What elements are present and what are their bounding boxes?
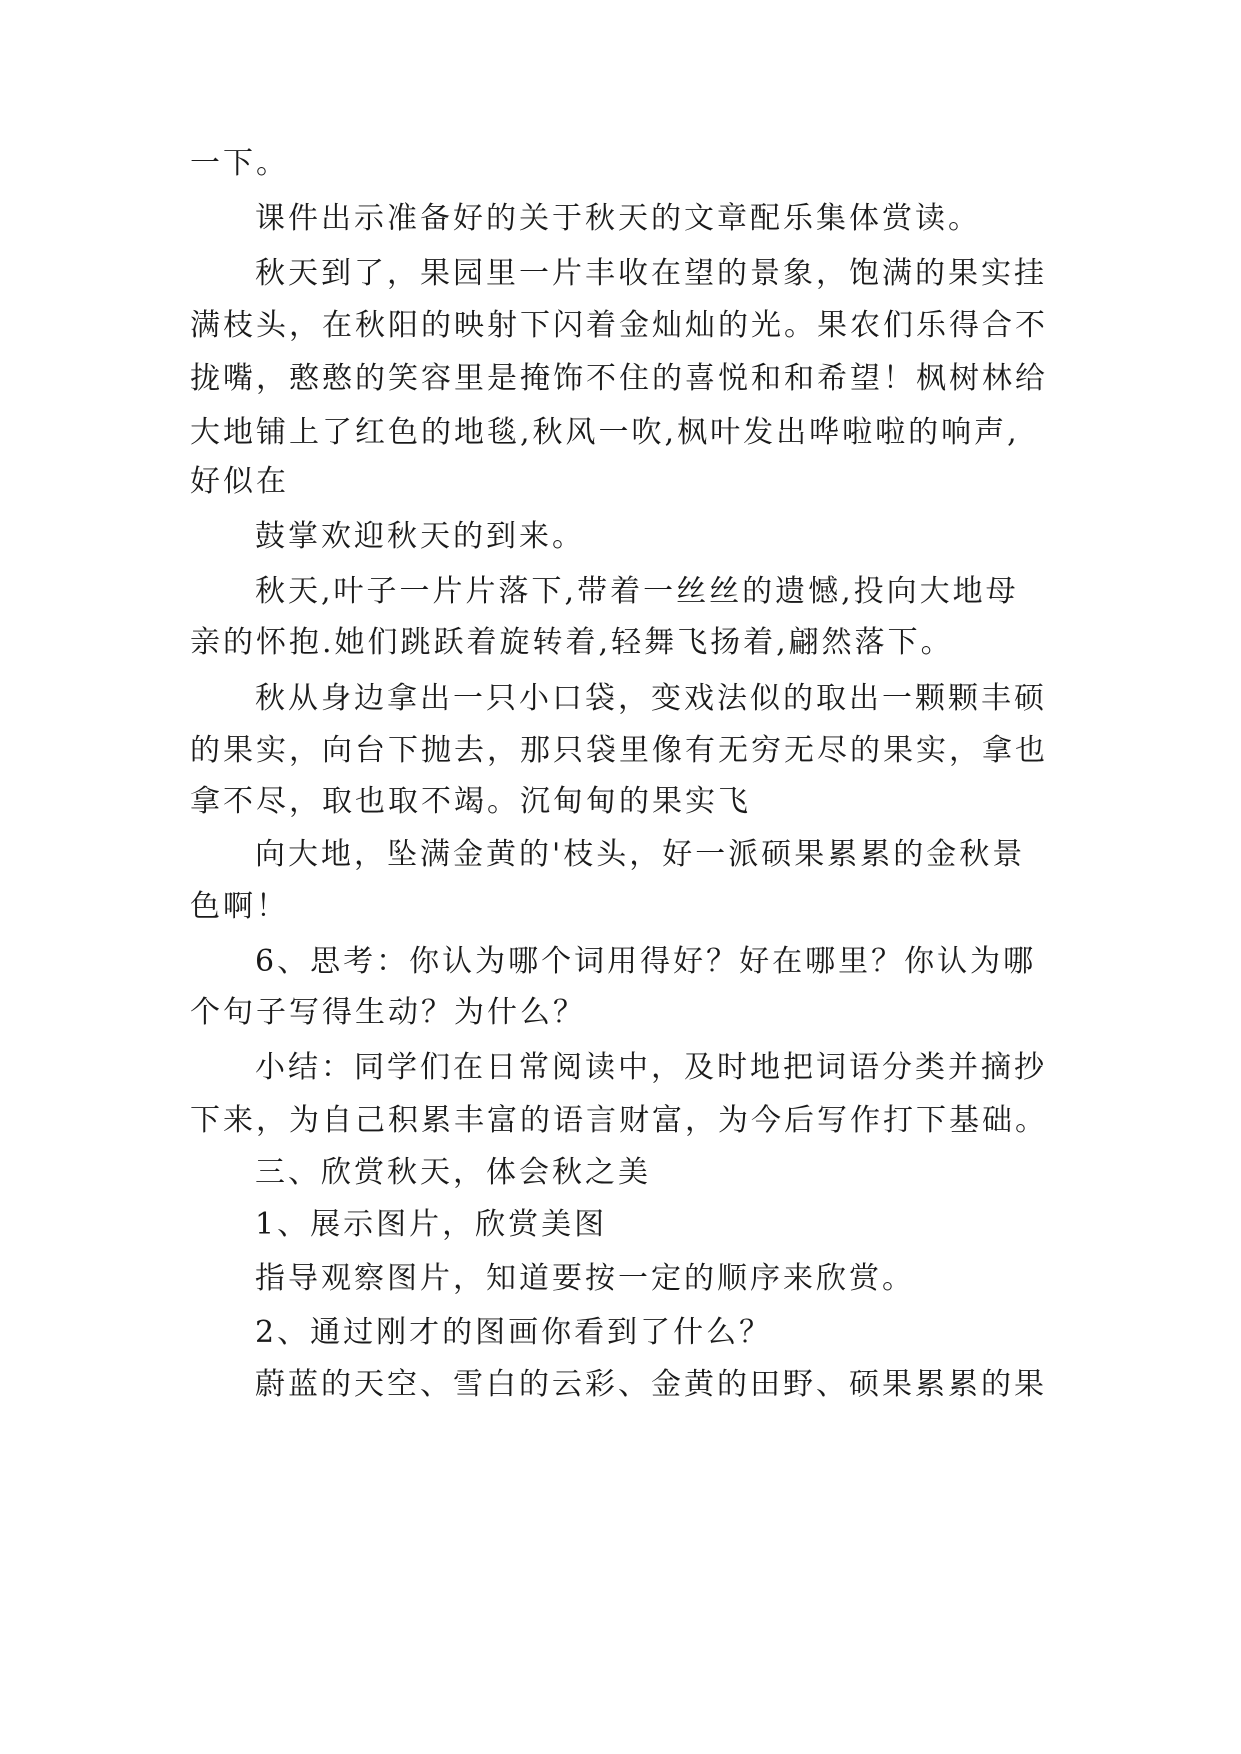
text-line: 鼓掌欢迎秋天的到来。 — [255, 519, 585, 554]
text-line: 满枝头，在秋阳的映射下闪着金灿灿的光。果农们乐得合不 — [190, 308, 1048, 343]
text-line: 拢嘴，憨憨的笑容里是掩饰不住的喜悦和和希望！枫树林给 — [190, 361, 1048, 396]
text-line: 三、欣赏秋天，体会秋之美 — [255, 1155, 651, 1190]
text-line: 蔚蓝的天空、雪白的云彩、金黄的田野、硕果累累的果 — [255, 1367, 1047, 1402]
text-line: 好似在 — [190, 464, 289, 499]
text-line: 小结：同学们在日常阅读中，及时地把词语分类并摘抄 — [255, 1050, 1047, 1085]
text-line: 一下。 — [190, 146, 289, 181]
text-line: 1、展示图片，欣赏美图 — [255, 1207, 608, 1242]
text-line: 指导观察图片，知道要按一定的顺序来欣赏。 — [255, 1261, 915, 1296]
text-line: 拿不尽，取也取不竭。沉甸甸的果实飞 — [190, 784, 751, 819]
text-line: 的果实，向台下抛去，那只袋里像有无穷无尽的果实，拿也 — [190, 733, 1048, 768]
text-line: 下来，为自己积累丰富的语言财富，为今后写作打下基础。 — [190, 1103, 1048, 1138]
text-line: 课件出示准备好的关于秋天的文章配乐集体赏读。 — [255, 201, 981, 236]
text-line: 亲的怀抱.她们跳跃着旋转着,轻舞飞扬着,翩然落下。 — [190, 625, 954, 660]
text-line: 向大地，坠满金黄的'枝头，好一派硕果累累的金秋景 — [255, 837, 1026, 872]
text-line: 2、通过刚才的图画你看到了什么？ — [255, 1315, 773, 1350]
text-line: 秋天,叶子一片片落下,带着一丝丝的遗憾,投向大地母 — [255, 574, 1019, 609]
text-line: 6、思考：你认为哪个词用得好？好在哪里？你认为哪 — [255, 944, 1037, 979]
text-line: 色啊！ — [190, 889, 289, 924]
text-line: 秋从身边拿出一只小口袋，变戏法似的取出一颗颗丰硕 — [255, 681, 1047, 716]
text-line: 个句子写得生动？为什么？ — [190, 995, 586, 1030]
text-line: 秋天到了，果园里一片丰收在望的景象，饱满的果实挂 — [255, 256, 1047, 291]
text-line: 大地铺上了红色的地毯,秋风一吹,枫叶发出哗啦啦的响声, — [190, 415, 1020, 450]
